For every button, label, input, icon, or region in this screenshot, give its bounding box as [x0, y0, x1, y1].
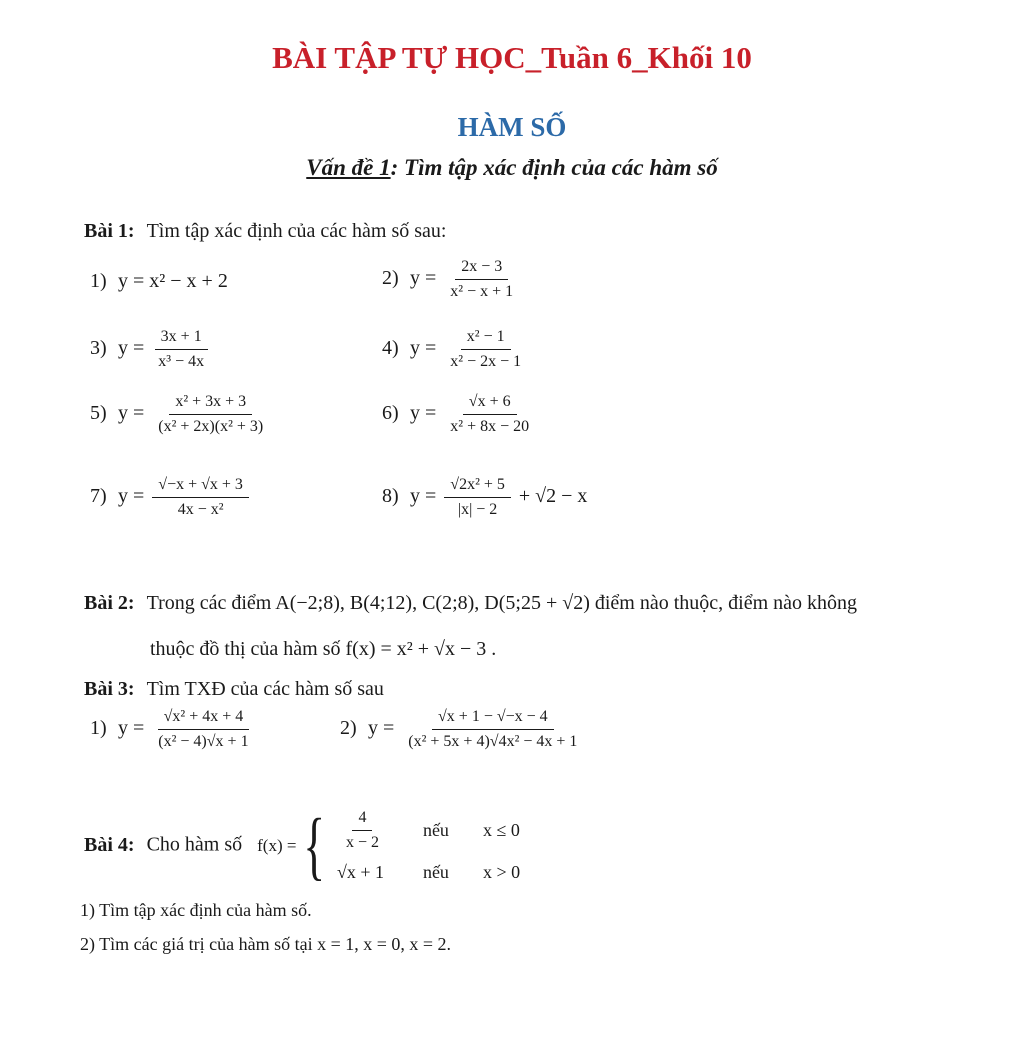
ex1-item-6: 6) y = $\frac{√x + 6}{\text{x² + 8x − 20}}$ [382, 393, 530, 435]
section-title: HÀM SỐ [457, 112, 567, 142]
exercise-2 [84, 592, 857, 615]
ex1-item-8: 8) y = $\frac{\text{√2x² + 5}}{|x| - 2}$ + √2 − x [382, 476, 588, 518]
exercise-2-line1: Trong các điểm A(−2;8), B(4;12), C(2;8), D(5;25 + √2) điểm nào thuộc, điểm nào không [146, 592, 858, 614]
ex1-item-3: 3) y = $\frac{3x + 1}{\text{x³ − 4x}}$ [90, 328, 213, 371]
ex3-item-2: 2) y = $\frac{√x + 1 - √-x - 4}{\text{(x² + 5x + 4)√4x² − 4x + 1}}$ [340, 708, 578, 750]
topic-heading [0, 155, 1024, 181]
ex1-item-4: 4) y = $\frac{\text{x² − 1}}{\text{x² − 2x − 1}}$ [382, 328, 522, 370]
exercise-2-label: Bài 2: [84, 592, 135, 614]
exercise-4-text: Cho hàm số [146, 833, 243, 856]
exercise-1-text: Tìm tập xác định của các hàm số sau: [146, 220, 447, 242]
exercise-3-text: Tìm TXĐ của các hàm số sau [146, 678, 384, 700]
ex3-item-1: 1) y = $\frac{\text{√x² + 4x + 4}}{\text{(x² − 4)√x + 1}}$ [90, 708, 249, 750]
exercise-4-q1: 1) Tìm tập xác định của hàm số. [80, 900, 312, 920]
exercise-2-line2: thuộc đồ thị của hàm số f(x) = x² + √x − 3 . [150, 638, 497, 660]
exercise-3-label: Bài 3: [84, 678, 135, 700]
exercise-1-heading [84, 220, 446, 243]
page-title: BÀI TẬP TỰ HỌC_Tuần 6_Khối 10 [272, 40, 752, 75]
exercise-4-label: Bài 4: [84, 833, 135, 856]
ex1-item-2: 2) y = $\frac{2x - 3}{\text{x² − x + 1}}$ [382, 258, 514, 300]
piecewise-function: f(x) = { $\frac{4}{x - 2}$ nếu x ≤ 0 √x + 1 nếu x > 0 [257, 804, 521, 888]
topic-text: : Tìm tập xác định của các hàm số [390, 155, 718, 180]
ex1-item-5: 5) y = $\frac{\text{x² + 3x + 3}}{\text{(x² + 2x)(x² + 3)}}$ [90, 393, 264, 435]
ex1-item-7: 7) y = $\frac{√-x + √x + 3}{\text{4x − x²}}$ [90, 476, 252, 519]
exercise-1-label: Bài 1: [84, 220, 135, 242]
exercise-4 [84, 804, 521, 888]
topic-label: Vấn đề 1 [306, 155, 391, 180]
exercise-3-heading [84, 678, 384, 701]
exercise-4-q2: 2) Tìm các giá trị của hàm số tại x = 1, x = 0, x = 2. [80, 934, 452, 954]
ex1-item-1: 1) y = x² − x + 2 [90, 270, 228, 292]
